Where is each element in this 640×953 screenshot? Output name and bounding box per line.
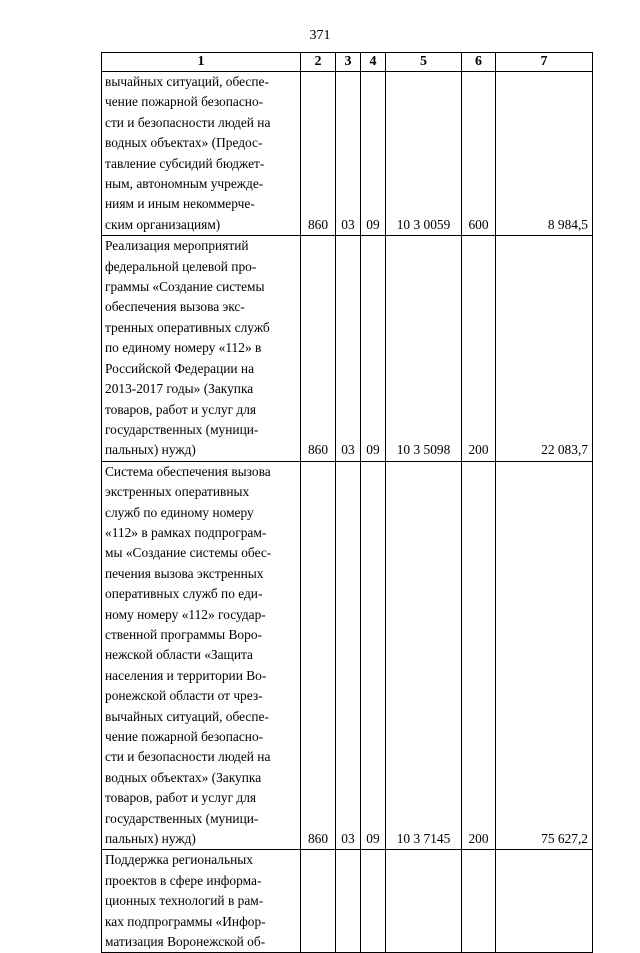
cell-ministry-code: 860	[301, 461, 336, 850]
cell-expense-type: 600	[462, 72, 496, 236]
table-row	[102, 461, 593, 850]
cell-expense-type: 200	[462, 236, 496, 461]
cell-target-article: 10 3 5098	[386, 236, 462, 461]
cell-subsection: 09	[361, 461, 386, 850]
cell-amount: 75 627,2	[496, 461, 593, 850]
budget-table	[101, 52, 593, 953]
column-header: 2	[301, 53, 336, 72]
row-description: вычайных ситуаций, обеспе- чение пожарной безопасно- сти и безопасности людей на водных объектах» (Предос- тавление субсидий бюджет- ным, автономным учрежде- ниям и иным некоммерче- ским организациям)	[102, 72, 301, 236]
cell-section: 03	[336, 236, 361, 461]
column-header: 7	[496, 53, 593, 72]
table-row	[102, 236, 593, 461]
table-row	[102, 850, 593, 953]
cell-expense-type: 200	[462, 461, 496, 850]
cell-subsection: 09	[361, 236, 386, 461]
cell-target-article	[386, 850, 462, 953]
row-description: Система обеспечения вызова экстренных оперативных служб по единому номеру «112» в рамках подпрограм- мы «Создание системы обес- печения вызова экстренных оперативных служб по еди- ному номеру «112» государ- ственной программы Воро- нежской области «Защита населения и территории Во- ронежской области от чрез- вычайных ситуаций, обеспе- чение пожарной безопасно- сти и безопасности людей на водных объектах» (Закупка товаров, работ и услуг для государственных (муници- пальных) нужд)	[102, 461, 301, 850]
cell-expense-type	[462, 850, 496, 953]
cell-section: 03	[336, 72, 361, 236]
page-number: 371	[309, 28, 331, 43]
column-header: 1	[102, 53, 301, 72]
cell-amount: 22 083,7	[496, 236, 593, 461]
cell-amount	[496, 850, 593, 953]
cell-subsection	[361, 850, 386, 953]
cell-target-article: 10 3 0059	[386, 72, 462, 236]
cell-subsection: 09	[361, 72, 386, 236]
cell-ministry-code: 860	[301, 72, 336, 236]
cell-section	[336, 850, 361, 953]
column-header: 4	[361, 53, 386, 72]
cell-section: 03	[336, 461, 361, 850]
row-description: Поддержка региональных проектов в сфере информа- ционных технологий в рам- ках подпрограммы «Инфор- матизация Воронежской об-	[102, 850, 301, 953]
cell-ministry-code	[301, 850, 336, 953]
row-description: Реализация мероприятий федеральной целевой про- граммы «Создание системы обеспечения вызова экс- тренных оперативных служб по единому номеру «112» в Российской Федерации на 2013-2017 годы» (Закупка товаров, работ и услуг для государственных (муници- пальных) нужд)	[102, 236, 301, 461]
column-header: 3	[336, 53, 361, 72]
column-header: 6	[462, 53, 496, 72]
cell-ministry-code: 860	[301, 236, 336, 461]
table-header-row	[102, 53, 593, 72]
cell-amount: 8 984,5	[496, 72, 593, 236]
column-header: 5	[386, 53, 462, 72]
table-row	[102, 72, 593, 236]
cell-target-article: 10 3 7145	[386, 461, 462, 850]
